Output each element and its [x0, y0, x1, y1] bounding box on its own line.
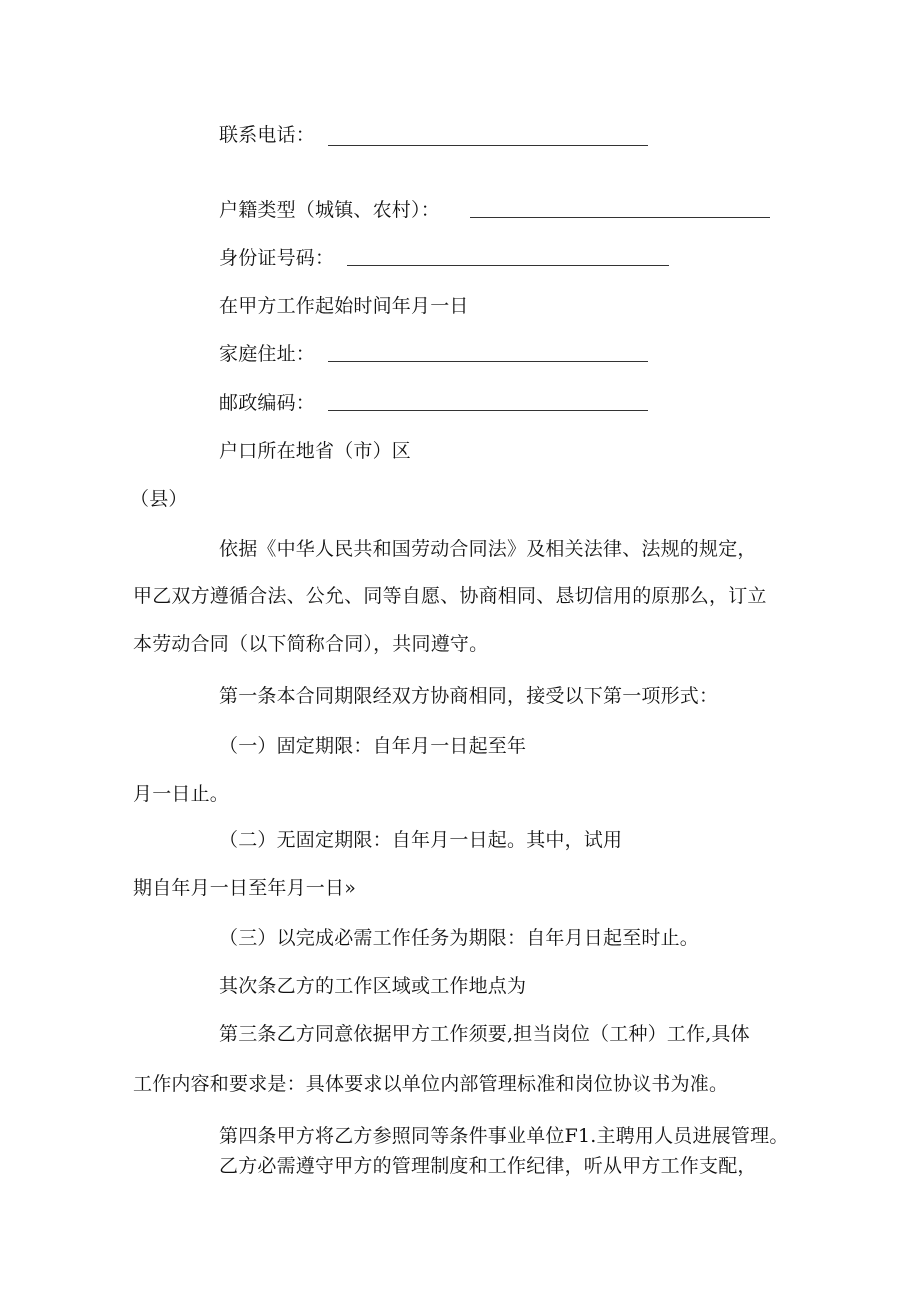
hukou-location-cont: （县） [130, 488, 188, 510]
home-address-label: 家庭住址： [219, 343, 316, 365]
article3-line-1: 第三条乙方同意依据甲方工作须要,担当岗位（工种）工作,具体 [219, 1023, 750, 1045]
article4-line-2: 乙方必需遵守甲方的管理制度和工作纪律，听从甲方工作支配， [219, 1155, 757, 1177]
postal-code-label: 邮政编码： [219, 392, 316, 414]
article1-option1-line2: 月一日止。 [133, 783, 230, 805]
start-work-label: 在甲方工作起始时间年月一日 [219, 295, 469, 317]
phone-label: 联系电话： [219, 124, 316, 146]
postal-code-field-line [328, 410, 648, 411]
hukou-location-label: 户口所在地省（市）区 [219, 440, 412, 462]
article1-option1-line1: （一）固定期限：自年月一日起至年 [219, 735, 527, 757]
phone-field-line [328, 145, 648, 146]
article1-heading: 第一条本合同期限经双方协商相同，接受以下第一项形式： [219, 685, 719, 707]
article1-option3: （三）以完成必需工作任务为期限：自年月日起至时止。 [219, 927, 700, 949]
hukou-type-field-line [470, 217, 770, 218]
home-address-field-line [328, 361, 648, 362]
preamble-line-2: 甲乙双方遵循合法、公允、同等自愿、协商相同、恳切信用的原那么，订立 [133, 585, 767, 607]
article4-line-1: 第四条甲方将乙方参照同等条件事业单位F1.主聘用人员进展管理。 [219, 1125, 789, 1147]
article1-option2-line1: （二）无固定期限：自年月一日起。其中，试用 [219, 829, 623, 851]
hukou-type-label: 户籍类型（城镇、农村）： [219, 199, 440, 221]
article1-option2-line2: 期自年月一日至年月一日» [133, 877, 357, 899]
preamble-line-1: 依据《中华人民共和国劳动合同法》及相关法律、法规的规定， [219, 538, 757, 560]
article2-text: 其次条乙方的工作区域或工作地点为 [219, 975, 527, 997]
article3-line-2: 工作内容和要求是：具体要求以单位内部管理标准和岗位协议书为准。 [133, 1073, 729, 1095]
id-number-field-line [347, 265, 669, 266]
id-number-label: 身份证号码： [219, 247, 335, 269]
preamble-line-3: 本劳动合同（以下简称合同），共同遵守。 [133, 633, 489, 655]
